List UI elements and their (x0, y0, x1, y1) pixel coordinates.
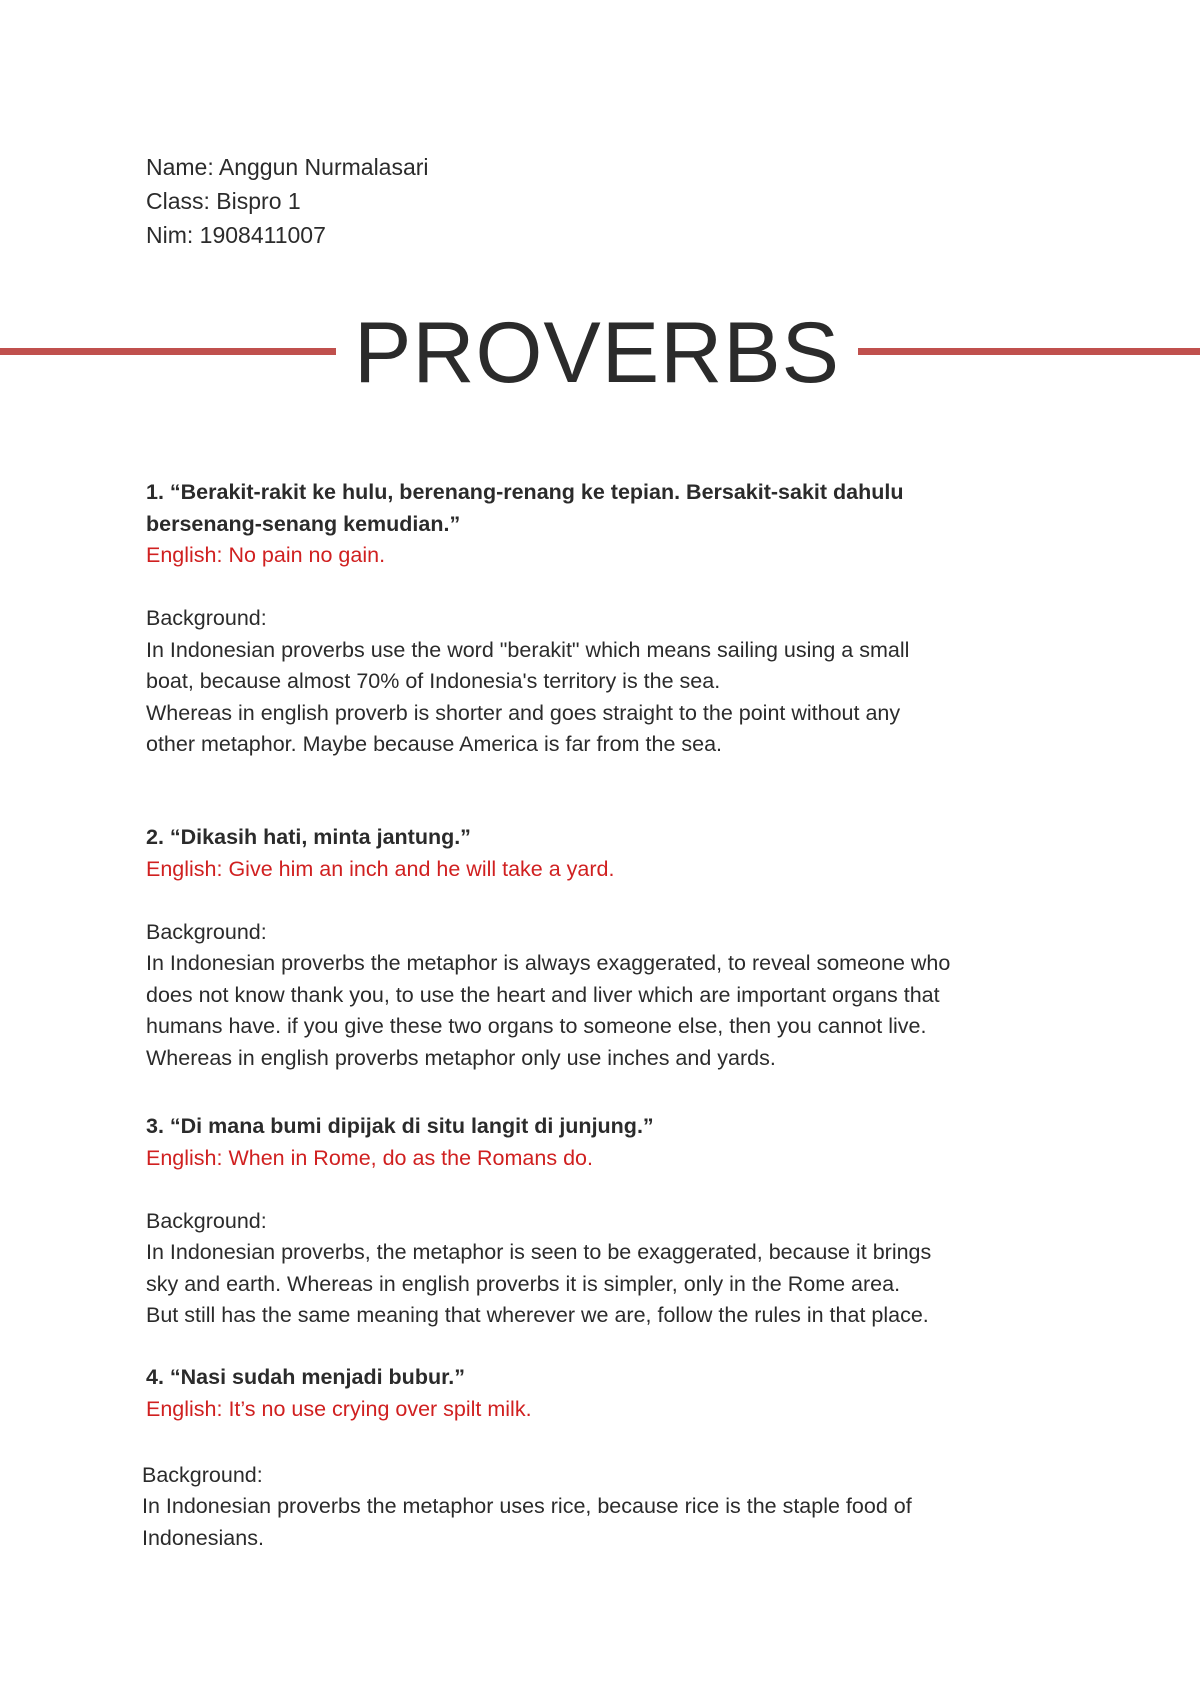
background-line: In Indonesian proverbs, the metaphor is seen to be exaggerated, because it brings (146, 1240, 932, 1264)
student-name: Name: Anggun Nurmalasari (146, 154, 429, 180)
title-rule-right (858, 348, 1200, 355)
english-equivalent: English: No pain no gain. (146, 543, 386, 567)
background-line: humans have. if you give these two organs to someone else, then you cannot live. (146, 1014, 927, 1038)
proverb-line: 3. “Di mana bumi dipijak di situ langit di junjung.” (146, 1114, 654, 1138)
background-label: Background: (146, 606, 267, 630)
proverb-section-1 (146, 477, 1086, 761)
spacer (146, 1174, 1086, 1206)
english-equivalent: English: Give him an inch and he will take a yard. (146, 856, 615, 881)
background-label: Background: (142, 1462, 263, 1487)
background-line: But still has the same meaning that wherever we are, follow the rules in that place. (146, 1303, 929, 1327)
proverb-line: 4. “Nasi sudah menjadi bubur.” (146, 1365, 465, 1389)
background-block (146, 603, 1086, 761)
background-line: In Indonesian proverbs use the word "berakit" which means sailing using a small (146, 637, 910, 662)
proverb-text (146, 822, 1086, 854)
proverb-section-4 (142, 1362, 1086, 1554)
proverb-section-2 (146, 822, 1086, 1074)
title-row (0, 305, 1200, 401)
background-line: does not know thank you, to use the heart and liver which are important organs that (146, 982, 940, 1007)
page-title: PROVERBS (354, 305, 840, 401)
english-equivalent: English: When in Rome, do as the Romans do. (146, 1145, 593, 1170)
background-line: In Indonesian proverbs the metaphor uses rice, because rice is the staple food of (142, 1494, 912, 1518)
background-label: Background: (146, 919, 267, 944)
student-class: Class: Bispro 1 (146, 188, 301, 214)
student-nim: Nim: 1908411007 (146, 222, 326, 248)
spacer (146, 572, 1086, 604)
background-line: Whereas in english proverb is shorter and goes straight to the point without any (146, 700, 901, 725)
background-line: Indonesians. (142, 1525, 264, 1550)
title-rule-left (0, 348, 336, 355)
proverb-line: 1. “Berakit-rakit ke hulu, berenang-renang ke tepian. Bersakit-sakit dahulu (146, 480, 904, 504)
proverb-line: bersenang-senang kemudian.” (146, 511, 461, 536)
proverb-section-3 (146, 1111, 1086, 1332)
background-line: other metaphor. Maybe because America is far from the sea. (146, 732, 723, 756)
background-line: boat, because almost 70% of Indonesia's territory is the sea. (146, 669, 721, 693)
spacer (146, 1425, 1086, 1457)
background-line: sky and earth. Whereas in english proverbs it is simpler, only in the Rome area. (146, 1271, 901, 1296)
spacer (146, 885, 1086, 917)
background-line: Whereas in english proverbs metaphor only use inches and yards. (146, 1045, 776, 1070)
proverb-text (146, 477, 1086, 540)
background-block (142, 1460, 1086, 1555)
proverb-text (146, 1111, 1086, 1143)
proverb-line: 2. “Dikasih hati, minta jantung.” (146, 825, 471, 849)
background-block (146, 917, 1086, 1075)
english-equivalent: English: It’s no use crying over spilt milk. (146, 1396, 532, 1421)
background-block (146, 1206, 1086, 1332)
background-label: Background: (146, 1208, 267, 1233)
proverb-text (146, 1362, 1086, 1394)
student-info (146, 150, 429, 252)
background-line: In Indonesian proverbs the metaphor is always exaggerated, to reveal someone who (146, 951, 951, 975)
